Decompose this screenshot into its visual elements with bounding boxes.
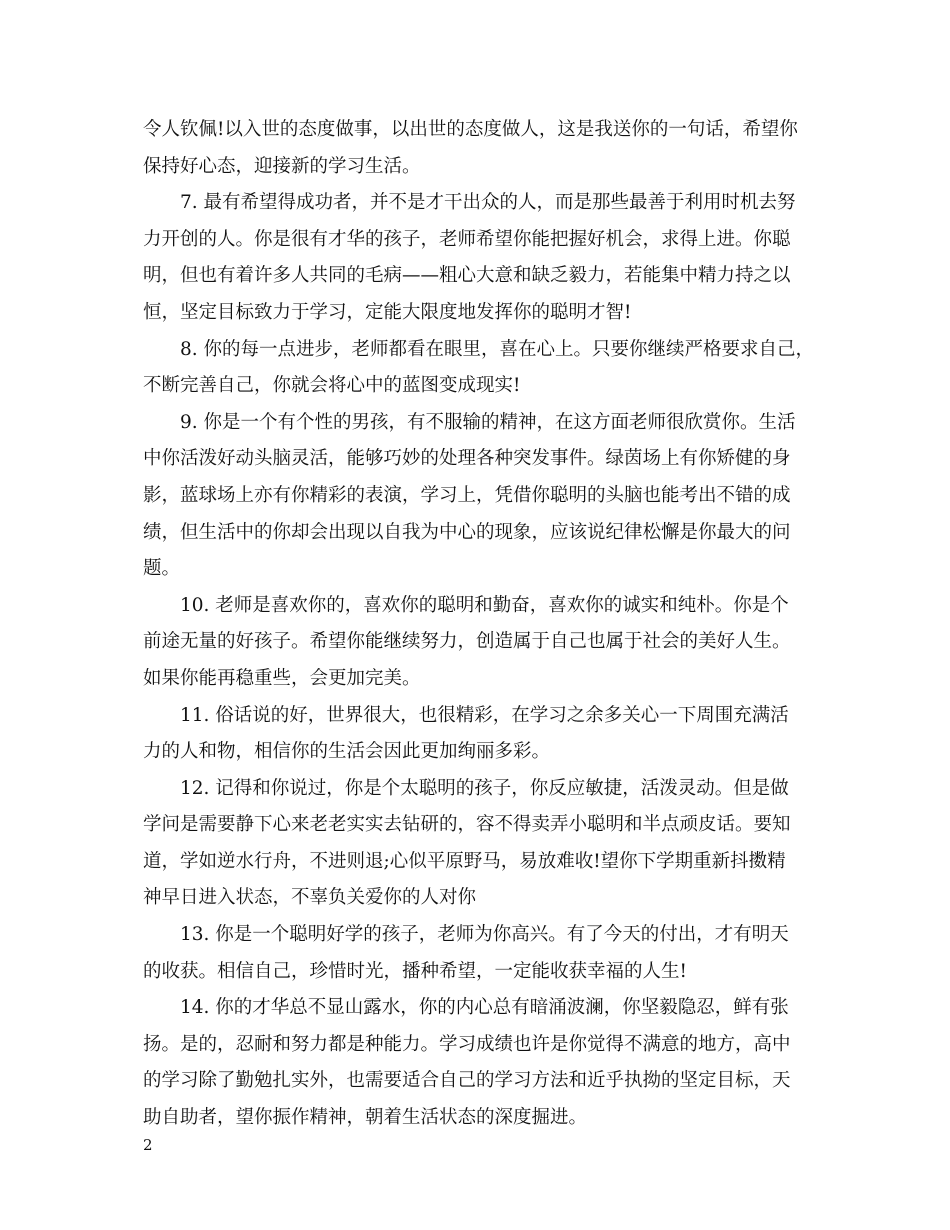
text-line: 前途无量的好孩子。希望你能继续努力，创造属于自己也属于社会的美好人生。 bbox=[143, 631, 791, 653]
text-line: 影，蓝球场上亦有你精彩的表演，学习上，凭借你聪明的头脑也能考出不错的成 bbox=[143, 484, 791, 506]
text-line: 9. 你是一个有个性的男孩，有不服输的精神，在这方面老师很欣赏你。生活 bbox=[180, 411, 796, 433]
text-line: 的学习除了勤勉扎实外，也需要适合自己的学习方法和近乎执拗的坚定目标，天 bbox=[143, 1070, 791, 1092]
text-line: 明，但也有着许多人共同的毛病——粗心大意和缺乏毅力，若能集中精力持之以 bbox=[143, 265, 791, 287]
text-line: 力开创的人。你是很有才华的孩子，老师希望你能把握好机会，求得上进。你聪 bbox=[143, 228, 791, 250]
text-line: 恒，坚定目标致力于学习，定能大限度地发挥你的聪明才智! bbox=[143, 301, 632, 323]
text-line: 的收获。相信自己，珍惜时光，播种希望，一定能收获幸福的人生! bbox=[143, 960, 687, 982]
text-line: 绩，但生活中的你却会出现以自我为中心的现象，应该说纪律松懈是你最大的问 bbox=[143, 521, 791, 543]
document-body bbox=[143, 112, 823, 1137]
text-line: 保持好心态，迎接新的学习生活。 bbox=[143, 155, 421, 177]
page-number: 2 bbox=[143, 1136, 153, 1154]
text-line: 道，学如逆水行舟，不进则退;心似平原野马，易放难收!望你下学期重新抖擞精 bbox=[143, 850, 786, 872]
text-line: 如果你能再稳重些，会更加完美。 bbox=[143, 667, 421, 689]
text-line: 扬。是的，忍耐和努力都是种能力。学习成绩也许是你觉得不满意的地方，高中 bbox=[143, 1033, 791, 1055]
text-line: 10. 老师是喜欢你的，喜欢你的聪明和勤奋，喜欢你的诚实和纯朴。你是个 bbox=[180, 594, 789, 616]
text-line: 学问是需要静下心来老老实实去钻研的，容不得卖弄小聪明和半点顽皮话。要知 bbox=[143, 814, 791, 836]
text-line: 11. 俗话说的好，世界很大，也很精彩，在学习之余多关心一下周围充满活 bbox=[180, 704, 789, 726]
text-line: 8. 你的每一点进步，老师都看在眼里，喜在心上。只要你继续严格要求自己， bbox=[180, 338, 815, 360]
text-line: 13. 你是一个聪明好学的孩子，老师为你高兴。有了今天的付出，才有明天 bbox=[180, 924, 789, 946]
text-line: 不断完善自己，你就会将心中的蓝图变成现实! bbox=[143, 375, 521, 397]
text-line: 令人钦佩!以入世的态度做事，以出世的态度做人，这是我送你的一句话，希望你 bbox=[143, 119, 798, 140]
text-line: 12. 记得和你说过，你是个太聪明的孩子，你反应敏捷，活泼灵动。但是做 bbox=[180, 777, 789, 799]
text-line: 7. 最有希望得成功者，并不是才干出众的人，而是那些最善于利用时机去努 bbox=[180, 192, 796, 214]
text-line: 力的人和物，相信你的生活会因此更加绚丽多彩。 bbox=[143, 741, 551, 763]
text-line: 神早日进入状态，不辜负关爱你的人对你 bbox=[143, 887, 477, 909]
text-line: 中你活泼好动头脑灵活，能够巧妙的处理各种突发事件。绿茵场上有你矫健的身 bbox=[143, 448, 791, 470]
text-line: 题。 bbox=[143, 558, 181, 580]
text-line: 助自助者，望你振作精神，朝着生活状态的深度掘进。 bbox=[143, 1107, 588, 1129]
text-line: 14. 你的才华总不显山露水，你的内心总有暗涌波澜，你坚毅隐忍，鲜有张 bbox=[180, 997, 789, 1019]
